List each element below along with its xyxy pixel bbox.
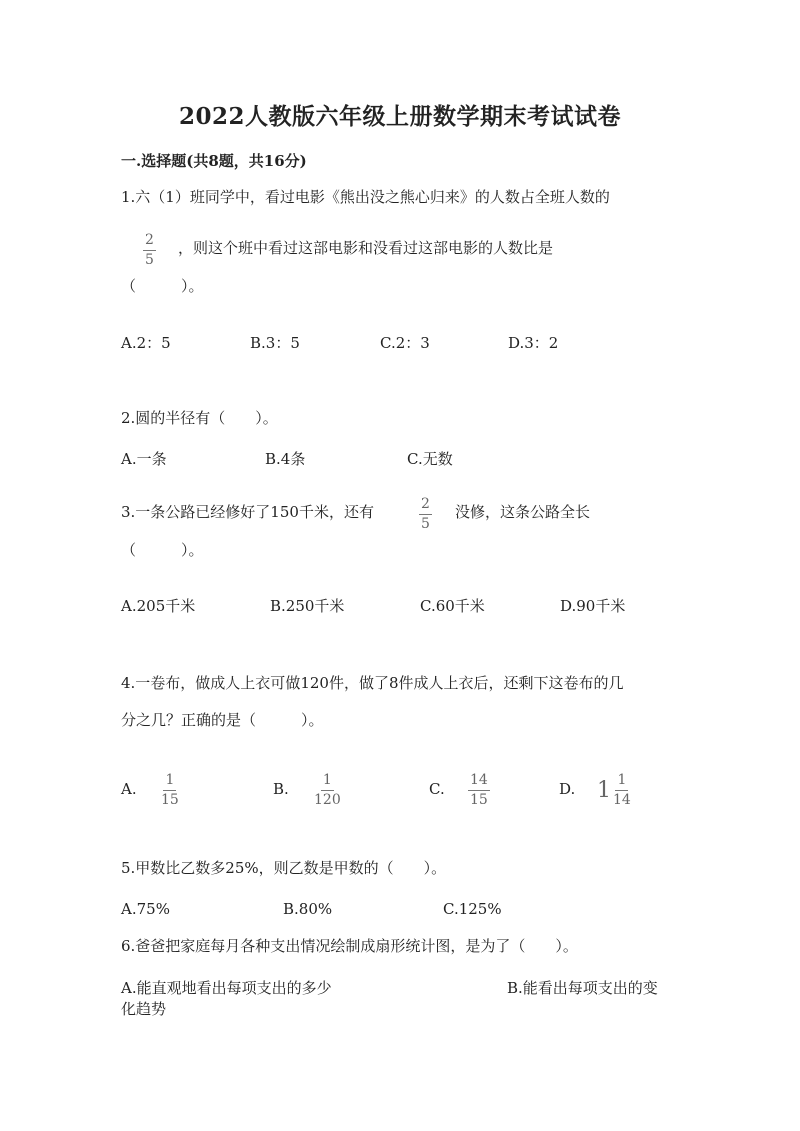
question-4-option-b-fraction[interactable] <box>314 772 341 808</box>
question-5-option-b[interactable]: B.80% <box>283 900 333 918</box>
question-5-option-c[interactable]: C.125% <box>443 900 502 918</box>
question-1-option-c[interactable]: C.2：3 <box>380 334 430 352</box>
question-3-option-c[interactable]: C.60千米 <box>420 597 485 615</box>
question-5-text: 5.甲数比乙数多25%，则乙数是甲数的（ ）。 <box>121 859 447 877</box>
question-1-text-cont: ，则这个班中看过这部电影和没看过这部电影的人数比是 <box>178 239 554 257</box>
fraction-denominator: 14 <box>613 792 631 808</box>
fraction-numerator: 2 <box>143 232 156 251</box>
question-6-option-b-cont[interactable]: 化趋势 <box>121 1000 167 1018</box>
question-3-option-a[interactable]: A.205千米 <box>121 597 196 615</box>
fraction-numerator: 2 <box>419 496 432 515</box>
question-4-option-d-mixed-number[interactable] <box>597 772 631 808</box>
fraction-numerator: 1 <box>321 772 334 791</box>
question-4-option-b-label[interactable]: B. <box>273 780 289 798</box>
question-1-text: 1.六（1）班同学中，看过电影《熊出没之熊心归来》的人数占全班人数的 <box>121 188 610 206</box>
question-2-text: 2.圆的半径有（ ）。 <box>121 409 278 427</box>
mixed-whole-part: 1 <box>597 777 611 803</box>
question-4-text-cont: 分之几？正确的是（ ）。 <box>121 711 324 729</box>
fraction-denominator: 5 <box>145 252 154 268</box>
question-4-option-a-fraction[interactable] <box>161 772 179 808</box>
question-6-text: 6.爸爸把家庭每月各种支出情况绘制成扇形统计图，是为了（ ）。 <box>121 937 578 955</box>
question-4-text: 4.一卷布，做成人上衣可做120件，做了8件成人上衣后，还剩下这卷布的几 <box>121 674 624 692</box>
fraction-numerator: 14 <box>468 772 490 791</box>
question-3-fraction <box>419 496 432 532</box>
question-3-option-b[interactable]: B.250千米 <box>270 597 345 615</box>
question-4-option-d-label[interactable]: D. <box>559 780 576 798</box>
fraction-numerator: 1 <box>615 772 628 791</box>
question-1-option-a[interactable]: A.2：5 <box>121 334 171 352</box>
question-4-option-c-label[interactable]: C. <box>429 780 445 798</box>
question-6-option-b[interactable]: B.能看出每项支出的变 <box>507 979 658 997</box>
question-1-option-b[interactable]: B.3：5 <box>250 334 300 352</box>
page-title: 2022人教版六年级上册数学期末考试试卷 <box>178 103 621 130</box>
fraction-denominator: 5 <box>421 516 430 532</box>
question-4-option-c-fraction[interactable] <box>468 772 490 808</box>
fraction-numerator: 1 <box>163 772 176 791</box>
question-3-text-cont: 没修，这条公路全长 <box>455 503 591 521</box>
question-1-fraction <box>143 232 156 268</box>
question-3-answer-blank: （ ）。 <box>121 541 204 559</box>
question-3-text: 3.一条公路已经修好了150千米，还有 <box>121 503 374 521</box>
question-2-option-a[interactable]: A.一条 <box>121 450 167 468</box>
question-5-option-a[interactable]: A.75% <box>121 900 170 918</box>
question-2-option-b[interactable]: B.4条 <box>265 450 306 468</box>
section-heading: 一.选择题(共8题，共16分) <box>121 152 307 170</box>
fraction-denominator: 120 <box>314 792 341 808</box>
question-2-option-c[interactable]: C.无数 <box>407 450 453 468</box>
fraction-denominator: 15 <box>470 792 488 808</box>
question-4-option-a-label[interactable]: A. <box>121 780 137 798</box>
question-1-option-d[interactable]: D.3：2 <box>508 334 559 352</box>
fraction-denominator: 15 <box>161 792 179 808</box>
mixed-fraction-part <box>613 772 631 808</box>
question-1-answer-blank: （ ）。 <box>121 277 204 295</box>
question-6-option-a[interactable]: A.能直观地看出每项支出的多少 <box>121 979 332 997</box>
question-3-option-d[interactable]: D.90千米 <box>560 597 626 615</box>
